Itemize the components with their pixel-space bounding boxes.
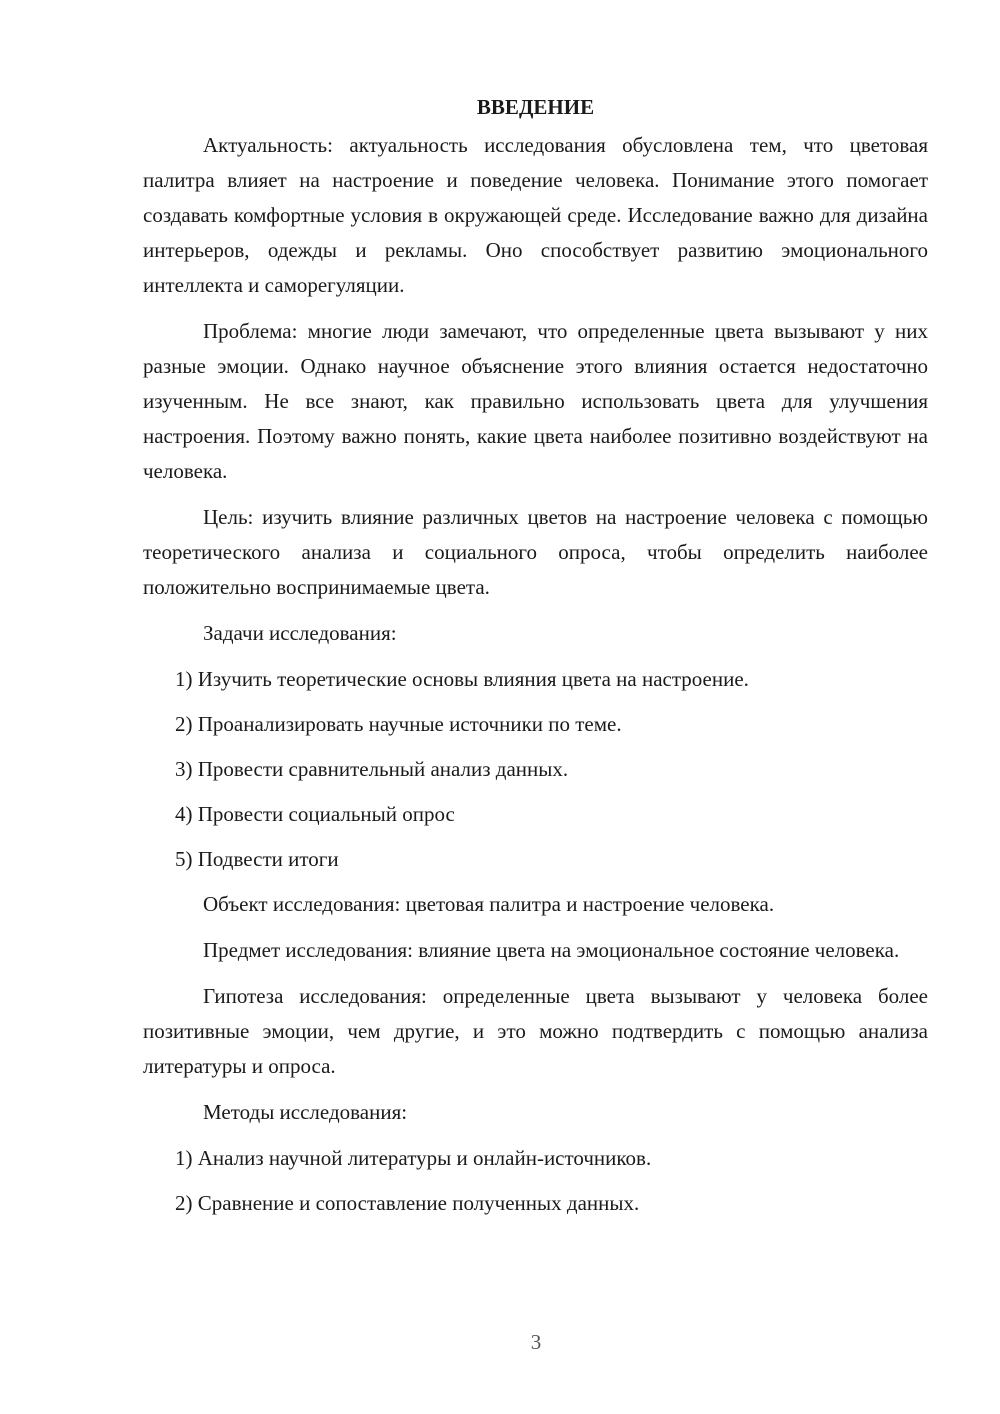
task-item: 4) Провести социальный опрос bbox=[175, 802, 455, 826]
document-page bbox=[143, 90, 928, 1231]
methods-list bbox=[143, 1141, 928, 1221]
subject-paragraph: Предмет исследования: влияние цвета на эмоциональное состояние человека. bbox=[203, 938, 900, 962]
methods-label: Методы исследования: bbox=[203, 1100, 408, 1124]
method-item: 1) Анализ научной литературы и онлайн-источников. bbox=[175, 1146, 652, 1170]
tasks-label: Задачи исследования: bbox=[203, 621, 397, 645]
page-number: 3 bbox=[530, 1330, 542, 1354]
task-item: 1) Изучить теоретические основы влияния цвета на настроение. bbox=[175, 667, 749, 691]
method-item: 2) Сравнение и сопоставление полученных данных. bbox=[175, 1191, 640, 1215]
task-item: 3) Провести сравнительный анализ данных. bbox=[175, 757, 569, 781]
object-paragraph: Объект исследования: цветовая палитра и настроение человека. bbox=[203, 892, 775, 916]
problem-paragraph: Проблема: многие люди замечают, что определенные цвета вызывают у них разные эмоции. Однако научное объяснение этого влияния остается недостаточно изученным. Не все знают, как правильно использовать цвета для улучшения настроения. Поэтому важно понять, какие цвета наиболее позитивно воздействуют на человека. bbox=[143, 319, 928, 483]
task-item: 2) Проанализировать научные источники по теме. bbox=[175, 712, 622, 736]
hypothesis-paragraph: Гипотеза исследования: определенные цвета вызывают у человека более позитивные эмоции, чем другие, и это можно подтвердить с помощью анализа литературы и опроса. bbox=[143, 984, 928, 1078]
task-item: 5) Подвести итоги bbox=[175, 847, 339, 871]
page-heading: ВВЕДЕНИЕ bbox=[476, 95, 595, 119]
goal-paragraph: Цель: изучить влияние различных цветов на настроение человека с помощью теоретического анализа и социального опроса, чтобы определить наиболее положительно воспринимаемые цвета. bbox=[143, 505, 928, 599]
relevance-paragraph: Актуальность: актуальность исследования обусловлена тем, что цветовая палитра влияет на настроение и поведение человека. Понимание этого помогает создавать комфортные условия в окружающей среде. Исследование важно для дизайна интерьеров, одежды и рекламы. Оно способствует развитию эмоционального интеллекта и саморегуляции. bbox=[143, 133, 928, 297]
tasks-list bbox=[143, 662, 928, 877]
